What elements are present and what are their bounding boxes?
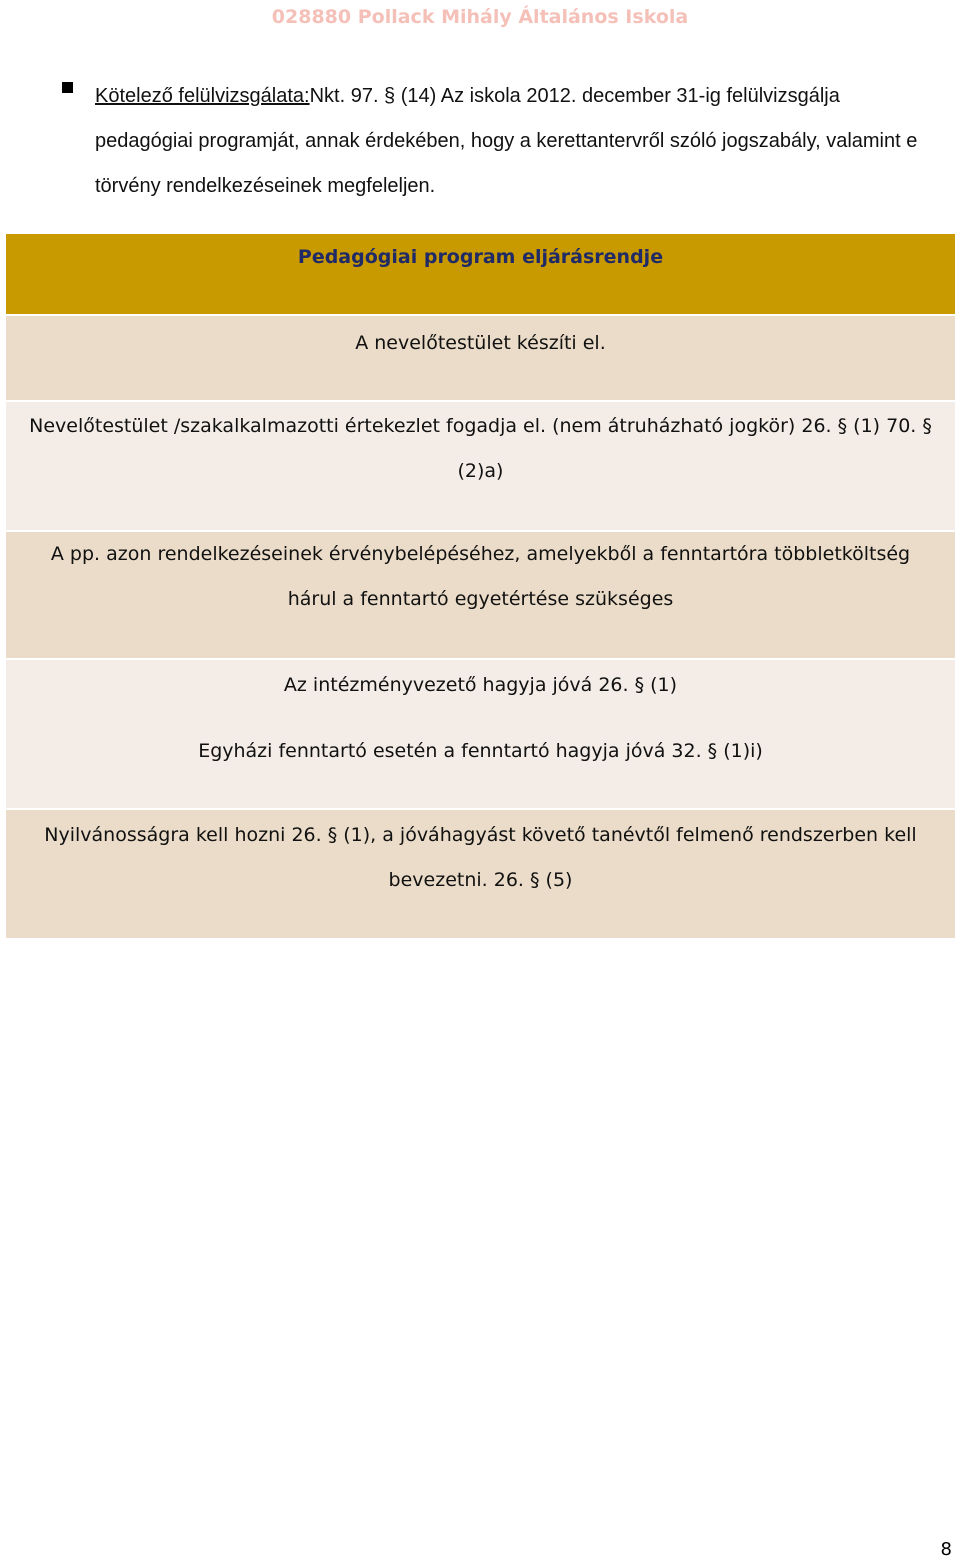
table-row bbox=[6, 316, 955, 402]
table-row-text: Nyilvánosságra kell hozni 26. § (1), a jóváhagyást követő tanévtől felmenő rendszerben kell bevezetni. 26. § (5) bbox=[44, 824, 917, 891]
bullet-body: Nkt. 97. § (14) Az iskola 2012. december 31-ig felülvizsgálja pedagógiai programját, annak érdekében, hogy a kerettantervről szóló jogszabály, valamint e törvény rendelkezéseinek megfeleljen. bbox=[95, 85, 918, 197]
table-title-row bbox=[6, 234, 955, 316]
square-bullet-icon bbox=[62, 82, 73, 93]
table-row bbox=[6, 810, 955, 938]
table-row-text: Nevelőtestület /szakalkalmazotti értekezlet fogadja el. (nem átruházható jogkör) 26. § (1) 70. § (2)a) bbox=[29, 415, 932, 482]
page-number: 8 bbox=[940, 1539, 952, 1560]
bullet-text bbox=[95, 74, 942, 209]
page-header-title: 028880 Pollack Mihály Általános Iskola bbox=[271, 6, 689, 28]
bullet-paragraph bbox=[62, 74, 942, 209]
table-row-text: A pp. azon rendelkezéseinek érvénybelépéséhez, amelyekből a fenntartóra többletköltség hárul a fenntartó egyetértése szükséges bbox=[50, 543, 911, 610]
table-row bbox=[6, 402, 955, 532]
table-row bbox=[6, 660, 955, 810]
table-row-text: Egyházi fenntartó esetén a fenntartó hagyja jóvá 32. § (1)i) bbox=[198, 740, 763, 762]
table-row-text: Az intézményvezető hagyja jóvá 26. § (1) bbox=[283, 674, 678, 696]
bullet-underlined-prefix: Kötelező felülvizsgálata: bbox=[95, 85, 310, 107]
table-row bbox=[6, 532, 955, 660]
procedure-table bbox=[6, 234, 955, 938]
table-row-text: A nevelőtestület készíti el. bbox=[355, 332, 606, 354]
table-title: Pedagógiai program eljárásrendje bbox=[297, 246, 664, 268]
